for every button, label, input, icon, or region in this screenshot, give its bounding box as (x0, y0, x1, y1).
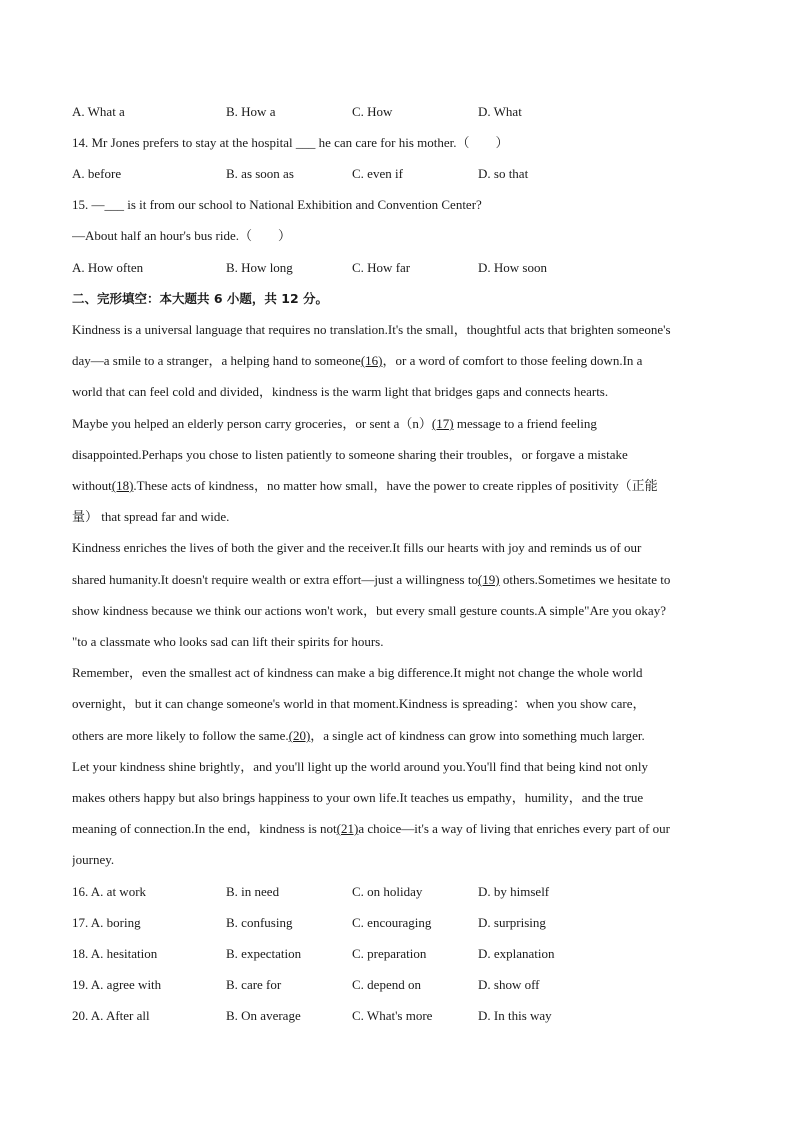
passage-line: overnight，but it can change someone's world in that moment.Kindness is spreading：when you show care， (72, 696, 646, 711)
option-a: 19. A. agree with (72, 977, 162, 992)
option-c: C. on holiday (352, 884, 423, 899)
answer-row-19 (72, 975, 722, 995)
option-a: 16. A. at work (72, 884, 147, 899)
blank-20: (20) (288, 728, 311, 743)
text-run: without (72, 478, 112, 493)
text-run: others are more likely to follow the same. (72, 728, 289, 743)
text-run: ，or a word of comfort to those feeling down.In a (382, 353, 643, 368)
option-a: A. before (72, 166, 122, 181)
option-d: D. show off (478, 977, 540, 992)
passage-line: show kindness because we think our actions won't work，but every small gesture counts.A simple"Are you okay? (72, 603, 666, 618)
option-c: C. even if (352, 166, 403, 181)
option-b: B. as soon as (226, 166, 294, 181)
blank-17: (17) (431, 416, 454, 431)
option-a: 18. A. hesitation (72, 946, 158, 961)
passage-line: Remember，even the smallest act of kindness can make a big difference.It might not change the whole world (72, 665, 643, 680)
q13-options (72, 102, 722, 122)
option-a: A. How often (72, 260, 144, 275)
answer-row-18 (72, 944, 722, 964)
passage-line (72, 476, 722, 496)
option-d: D. so that (478, 166, 529, 181)
passage-line: Kindness enriches the lives of both the giver and the receiver.It fills our hearts with joy and reminds us of our (72, 540, 642, 555)
option-b: B. On average (226, 1008, 301, 1023)
passage-line (72, 819, 722, 839)
q15-question-line2: —About half an hour's bus ride.（ ） (72, 228, 291, 243)
answer-row-20 (72, 1006, 722, 1026)
q14-options (72, 164, 722, 184)
option-d: D. surprising (478, 915, 546, 930)
option-c: C. preparation (352, 946, 427, 961)
blank-21: (21) (336, 821, 359, 836)
q14-question: 14. Mr Jones prefers to stay at the hospital ___ he can care for his mother.（ ） (72, 135, 509, 150)
option-b: B. in need (226, 884, 280, 899)
blank-18: (18) (111, 478, 134, 493)
passage-line (72, 726, 722, 746)
text-run: Maybe you helped an elderly person carry groceries，or sent a（n） (72, 416, 432, 431)
passage-line: disappointed.Perhaps you chose to listen patiently to someone sharing their troubles，or forgave a mistake (72, 447, 628, 462)
option-c: C. depend on (352, 977, 421, 992)
blank-16: (16) (360, 353, 383, 368)
option-b: B. How a (226, 104, 276, 119)
passage-line: Let your kindness shine brightly，and you'll light up the world around you.You'll find that being kind not only (72, 759, 649, 774)
text-run: others.Sometimes we hesitate to (499, 572, 671, 587)
passage-line (72, 570, 722, 590)
passage-line: world that can feel cold and divided，kindness is the warm light that bridges gaps and connects hearts. (72, 384, 609, 399)
option-a: 17. A. boring (72, 915, 141, 930)
passage-line (72, 414, 722, 434)
passage-line: "to a classmate who looks sad can lift their spirits for hours. (72, 634, 384, 649)
text-run: message to a friend feeling (453, 416, 597, 431)
option-b: B. expectation (226, 946, 302, 961)
passage-line: journey. (72, 852, 115, 867)
passage-line: 量） that spread far and wide. (72, 509, 230, 524)
text-run: shared humanity.It doesn't require wealth or extra effort—just a willingness to (72, 572, 478, 587)
option-b: B. confusing (226, 915, 293, 930)
option-d: D. What (478, 104, 522, 119)
option-b: B. How long (226, 260, 293, 275)
option-c: C. What's more (352, 1008, 433, 1023)
text-run: a choice—it's a way of living that enriches every part of our (358, 821, 671, 836)
section-heading: 二、完形填空：本大题共 6 小题，共 12 分。 (72, 291, 329, 306)
text-run: day—a smile to a stranger，a helping hand to someone (72, 353, 361, 368)
blank-19: (19) (477, 572, 500, 587)
option-c: C. How far (352, 260, 411, 275)
text-run: .These acts of kindness，no matter how small，have the power to create ripples of positivity（正能 (133, 478, 658, 493)
option-c: C. encouraging (352, 915, 432, 930)
option-a: 20. A. After all (72, 1008, 150, 1023)
q15-options (72, 258, 722, 278)
option-d: D. explanation (478, 946, 555, 961)
answer-row-17 (72, 913, 722, 933)
text-run: ，a single act of kindness can grow into something much larger. (310, 728, 645, 743)
option-d: D. by himself (478, 884, 550, 899)
q15-question-line1: 15. —___ is it from our school to National Exhibition and Convention Center? (72, 197, 482, 212)
text-run: meaning of connection.In the end，kindness is not (72, 821, 337, 836)
option-a: A. What a (72, 104, 125, 119)
answer-row-16 (72, 882, 722, 902)
option-d: D. In this way (478, 1008, 552, 1023)
passage-line: Kindness is a universal language that requires no translation.It's the small，thoughtful acts that brighten someone's (72, 322, 671, 337)
passage-line (72, 351, 722, 371)
passage-line: makes others happy but also brings happiness to your own life.It teaches us empathy，humility，and the true (72, 790, 644, 805)
option-c: C. How (352, 104, 393, 119)
option-b: B. care for (226, 977, 282, 992)
option-d: D. How soon (478, 260, 547, 275)
